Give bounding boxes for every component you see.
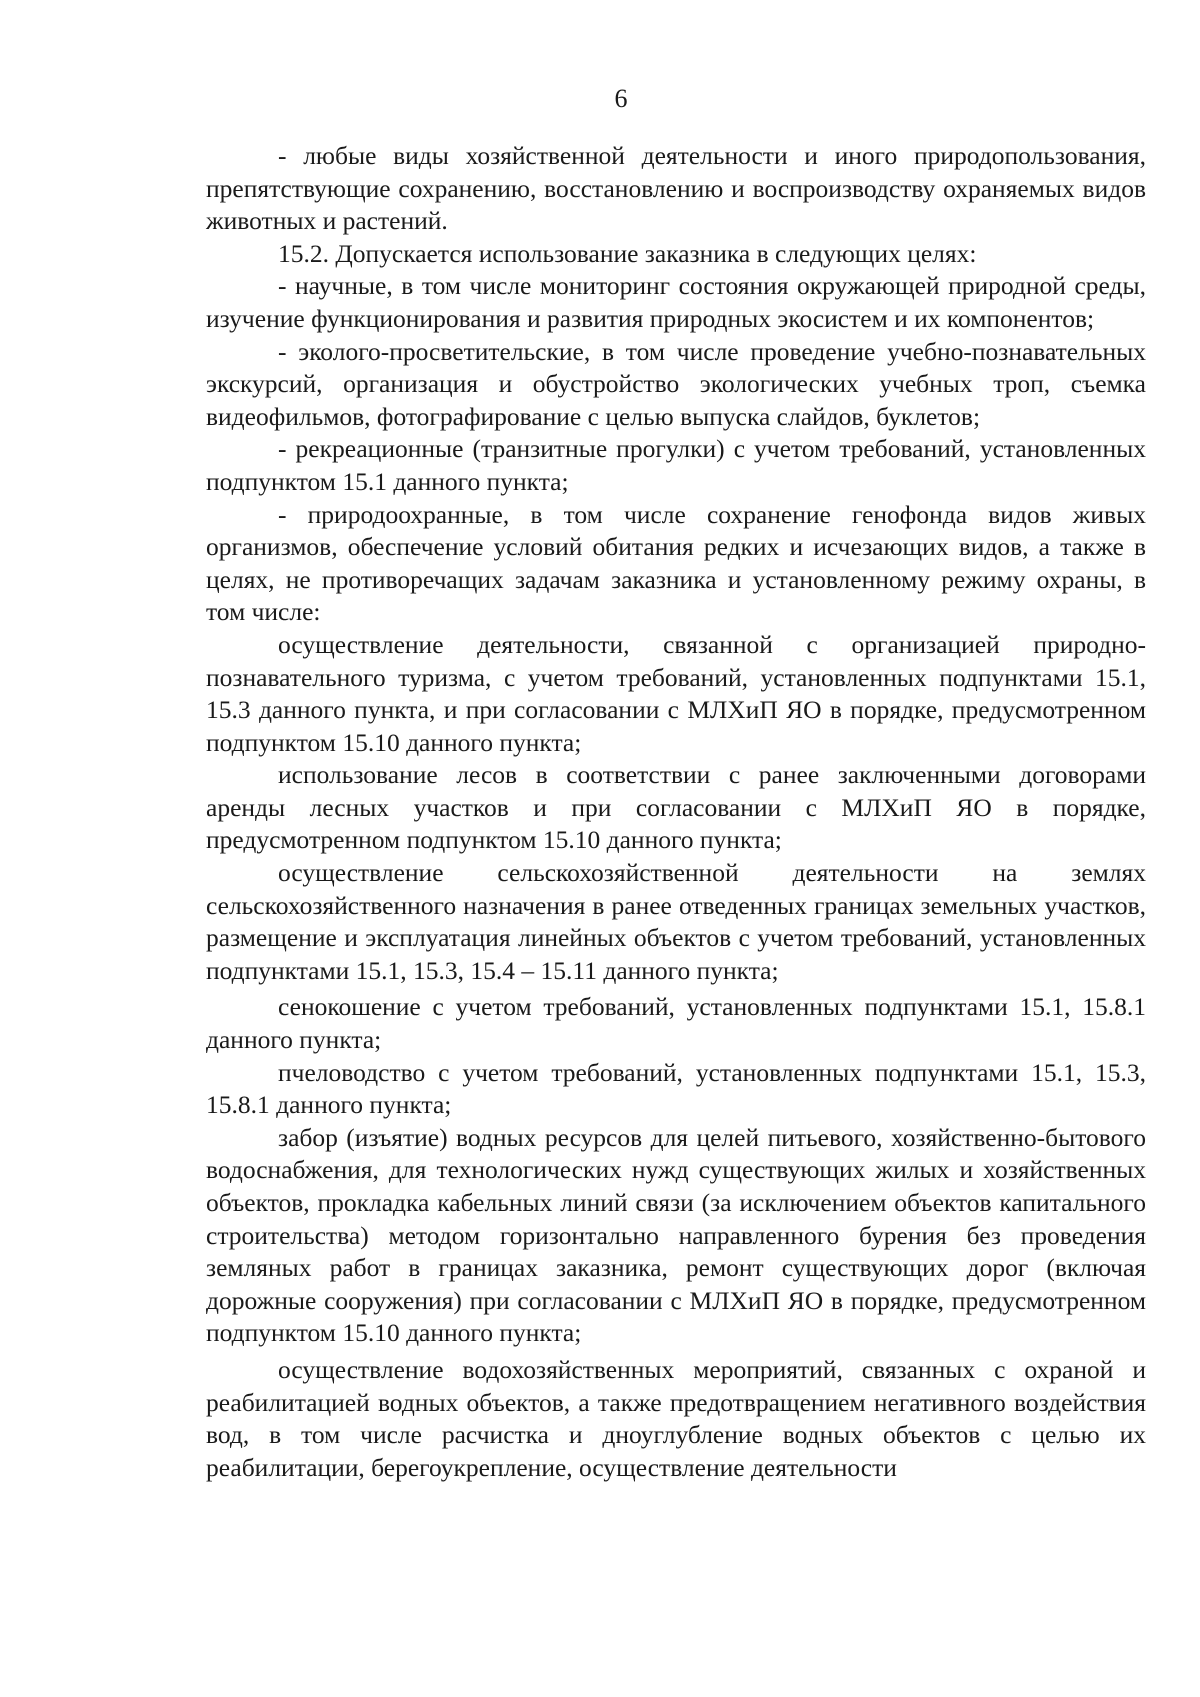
paragraph-15-2-heading: 15.2. Допускается использование заказника в следующих целях: bbox=[278, 238, 977, 268]
page-number: 6 bbox=[614, 84, 628, 113]
paragraph-prohibited-activities: - любые виды хозяйственной деятельности и иного природопользования, препятствующие сохранению, восстановлению и воспроизводству охраняемых видов животных и растений. bbox=[206, 141, 1146, 236]
paragraph-beekeeping: пчеловодство с учетом требований, установленных подпунктами 15.1, 15.3, 15.8.1 данного пункта; bbox=[206, 1057, 1146, 1120]
paragraph-water-management: осуществление водохозяйственных мероприятий, связанных с охраной и реабилитацией водных объектов, а также предотвращением негативного воздействия вод, в том числе расчистка и дноуглубление водных объектов с целью их реабилитации, берегоукрепление, осуществление деятельности bbox=[206, 1354, 1146, 1482]
document-body bbox=[206, 140, 1146, 1484]
paragraph-haymaking: сенокошение с учетом требований, установленных подпунктами 15.1, 15.8.1 данного пункта; bbox=[206, 992, 1146, 1055]
paragraph-recreational: - рекреационные (транзитные прогулки) с учетом требований, установленных подпунктом 15.1 данного пункта; bbox=[206, 434, 1146, 496]
paragraph-forest-use: использование лесов в соответствии с ранее заключенными договорами аренды лесных участков и при согласовании с МЛХиП ЯО в порядке, предусмотренном подпунктом 15.10 данного пункта; bbox=[206, 760, 1146, 855]
paragraph-water-intake: забор (изъятие) водных ресурсов для целей питьевого, хозяйственно-бытового водоснабжения, для технологических нужд существующих жилых и хозяйственных объектов, прокладка кабельных линий связи (за исключением объектов капитального строительства) методом горизонтально направленного бурения без проведения земляных работ в границах заказника, ремонт существующих дорог (включая дорожные сооружения) при согласовании с МЛХиП ЯО в порядке, предусмотренном подпунктом 15.10 данного пункта; bbox=[206, 1122, 1146, 1348]
paragraph-nature-protection: - природоохранные, в том числе сохранение генофонда видов живых организмов, обеспечение условий обитания редких и исчезающих видов, а также в целях, не противоречащих задачам заказника и установленному режиму охраны, в том числе: bbox=[206, 499, 1146, 627]
paragraph-agriculture: осуществление сельскохозяйственной деятельности на землях сельскохозяйственного назначения в ранее отведенных границах земельных участков, размещение и эксплуатация линейных объектов с учетом требований, установленных подпунктами 15.1, 15.3, 15.4 – 15.11 данного пункта; bbox=[206, 858, 1146, 985]
paragraph-ecological-education: - эколого-просветительские, в том числе проведение учебно-познавательных экскурсий, организация и обустройство экологических учебных троп, съемка видеофильмов, фотографирование с целью выпуска слайдов, буклетов; bbox=[206, 336, 1146, 431]
paragraph-scientific-purposes: - научные, в том числе мониторинг состояния окружающей природной среды, изучение функционирования и развития природных экосистем и их компонентов; bbox=[206, 271, 1146, 333]
paragraph-nature-tourism: осуществление деятельности, связанной с организацией природно-познавательного туризма, с учетом требований, установленных подпунктами 15.1, 15.3 данного пункта, и при согласовании с МЛХиП ЯО в порядке, предусмотренном подпунктом 15.10 данного пункта; bbox=[206, 629, 1146, 757]
